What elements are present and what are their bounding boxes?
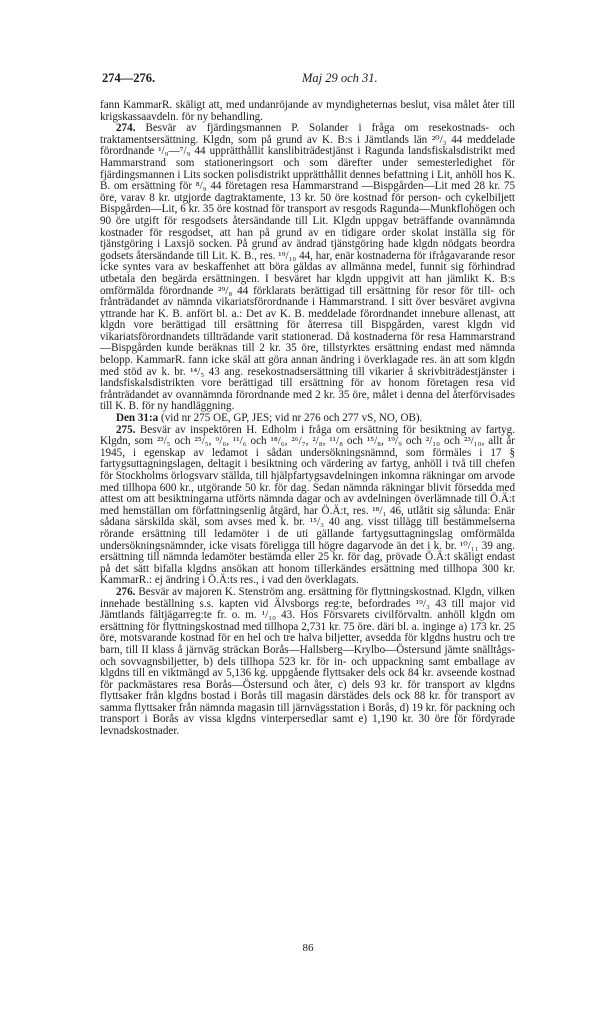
case-entry-274 [100,123,515,413]
running-header [102,71,512,87]
paragraph-text: Besvär av inspektören H. Edholm i fråga om ersättning för besiktning av fartyg. Klgdn, som ²³/₅ och ²⁵/₅, ⁹/₆, ¹¹/₆ och ¹⁸/₆, ²⁶/₇, ²/₈, ¹¹/₈ och ¹⁵/₈, ¹⁹/₉ och ²/₁₀ och ²³/₁₀, allt år 1945, i egenskap av ledamot i sådan undersökningsnämnd, som förmäles i 17 § fartygsuttagningslagen, deltagit i besiktning och värdering av fartyg, anhöll i två till chefen för Stockholms örlogsvarv ställda, till hjälpfartygsavdelningen inkomna räkningar om arvode med tillhopa 600 kr., utgörande 50 kr. för dag. Sedan nämnda räkningar blivit försedda med attest om att besiktningarna utförts nämnda dagar och av avdelningen överlämnade till Ö.Ä:t med hemställan om författningsenlig åtgärd, har Ö.Ä:t, res. ¹⁸/₁ 46, utlåtit sig sålunda: Enär sådana särskilda skäl, som avses med k. br. ¹⁵/₃ 40 ang. visst tillägg till bestämmelserna rörande ersättning till ledamöter i de uti gällande fartygsuttagningslag omförmälda undersökningsnämnder, icke visats föreligga till högre dagarvode än det i k. br. ¹⁰/₁₁ 39 ang. ersättning till nämnda ledamöter bestämda eller 25 kr. för dag, prövade Ö.Ä:t skäligt endast på det sätt bifalla klgdns ansökan att honom tillerkändes ersättning med tillhopa 300 kr. KammarR.: ej ändring i Ö.Ä:ts res., i vad den överklagats. [100,423,515,587]
header-date: Maj 29 och 31. [302,71,378,85]
session-members: (vid nr 275 OE, GP, JES; vid nr 276 och 277 vS, NO, OB). [161,412,423,425]
page-number: 86 [302,942,314,954]
paragraph-text: fann KammarR. skäligt att, med undanröjande av myndigheternas beslut, visa målet åter till krigskassaavdeln. för ny behandling. [100,99,515,123]
case-entry-275 [100,425,515,587]
case-number: 276. [116,585,136,598]
paragraph-text: Besvär av majoren K. Stenström ang. ersättning för flyttningskostnad. Klgdn, vilken innehade beställning s.s. kapten vid Älvsborgs reg:te, befordrades ¹⁹/₃ 43 till major vid Jämtlands fältjägarreg:te fr. o. m. ¹/₁₀ 43. Hos Försvarets civilförvaltn. anhöll klgdn om ersättning för flyttningskostnad med tillhopa 2,731 kr. 75 öre. däri bl. a. inginge a) 173 kr. 25 öre, motsvarande kostnad för en hel och tre halva biljetter, avsedda för klgdns hustru och tre barn, till II klass å järnväg sträckan Borås—Hallsberg—Krylbo—Östersund jämte snälltågs- och sovvagnsbiljetter, b) dels tillhopa 523 kr. för in- och uppackning samt emballage av klgdns till en viktmängd av 5,136 kg. uppgående flyttsaker dels ock 84 kr. avseende kostnad för packmästares resa Borås—Östersund och åter, c) dels 93 kr. för transport av klgdns flyttsaker från klgdns bostad i Borås till magasin därstädes dels ock 88 kr. för transport av samma flyttsaker från nämnda magasin till järnvägsstation i Borås, d) 19 kr. för packning och transport i Borås av vissa klgdns vinterpersedlar samt e) 1,190 kr. 30 öre för fördyrade levnadskostnader. [100,585,515,738]
case-entry-276 [100,587,515,738]
paragraph-continuation [100,100,515,123]
body-text [100,100,515,738]
case-number: 275. [116,423,136,436]
paragraph-text: Besvär av fjärdingsmannen P. Solander i fråga om resekostnads- och traktamentsersättning. Klgdn, som på grund av K. B:s i Jämtlands län ²⁰/₃ 44 meddelade förordnande ¹/₉—⁷/₉ 44 upprätthållit kanslibiträdestjänst i Ragunda landsfiskalsdistrikt med Hammarstrand som stationeringsort och som därefter under semesterledighet för fjärdingsmannen i Lits socken polisdistrikt upprätthållit dennes befattning i Lit, anhöll hos K. B. om ersättning för ⁸/₉ 44 företagen resa Hammarstrand —Bispgården—Lit med 28 kr. 75 öre, varav 8 kr. utgjorde dagtraktamente, 13 kr. 50 öre kostnad för person- och cykelbiljett Bispgården—Lit, 6 kr. 35 öre kostnad för transport av resgods Ragunda—Munkflohögen och 90 öre utgift för resgodsets återsändande till Lit. Klgdn uppgav beträffande ovannämnda kostnader för resgodset, att han på grund av en tidigare order skolat inställa sig för tjänstgöring i Laxsjö socken. På grund av ändrad tjänstgöring hade klgdn nödgats beordra godsets återsändande till Lit. K. B., res. ¹⁹/₁₀ 44, har, enär kostnaderna för ifrågavarande resor icke syntes vara av beskaffenhet att böra gäldas av allmänna medel, funnit sig förhindrad utbetala den begärda ersättningen. I besväret har klgdn uppgivit att han jämlikt K. B:s omförmälda förordnande ²⁹/₈ 44 förklarats berättigad till ersättning för resor för till- och frånträdandet av nämnda vikariatsförordnande i Hammarstrand. I sitt över besväret avgivna yttrande har K. B. anfört bl. a.: Det av K. B. meddelade förordnandet innebure allenast, att klgdn vore berättigad till ersättning för återresa till Bispgården, varest klgdn vid vikariatsförordnandets tillträdande varit stationerad. Då kostnaderna för resa Hammarstrand—Bispgården kunde beräknas till 2 kr. 35 öre, tillstyrktes ersättning endast med nämnda belopp. KammarR. fann icke skäl att göra annan ändring i överklagade res. än att som klgdn med stöd av k. br. ¹⁴/₅ 43 ang. resekostnadsersättning till vikarier å skrivbiträdestjänster i landsfiskalsdistrikten vore berättigad till ersättning för av honom företagen resa vid frånträdandet av ovannämnda förordnande med 2 kr. 35 öre, målet i denna del återförvisades till K. B. för ny handläggning. [100,122,515,413]
header-case-range: 274—276. [102,71,156,85]
session-date: Den 31:a [116,412,159,425]
case-number: 274. [116,122,136,135]
